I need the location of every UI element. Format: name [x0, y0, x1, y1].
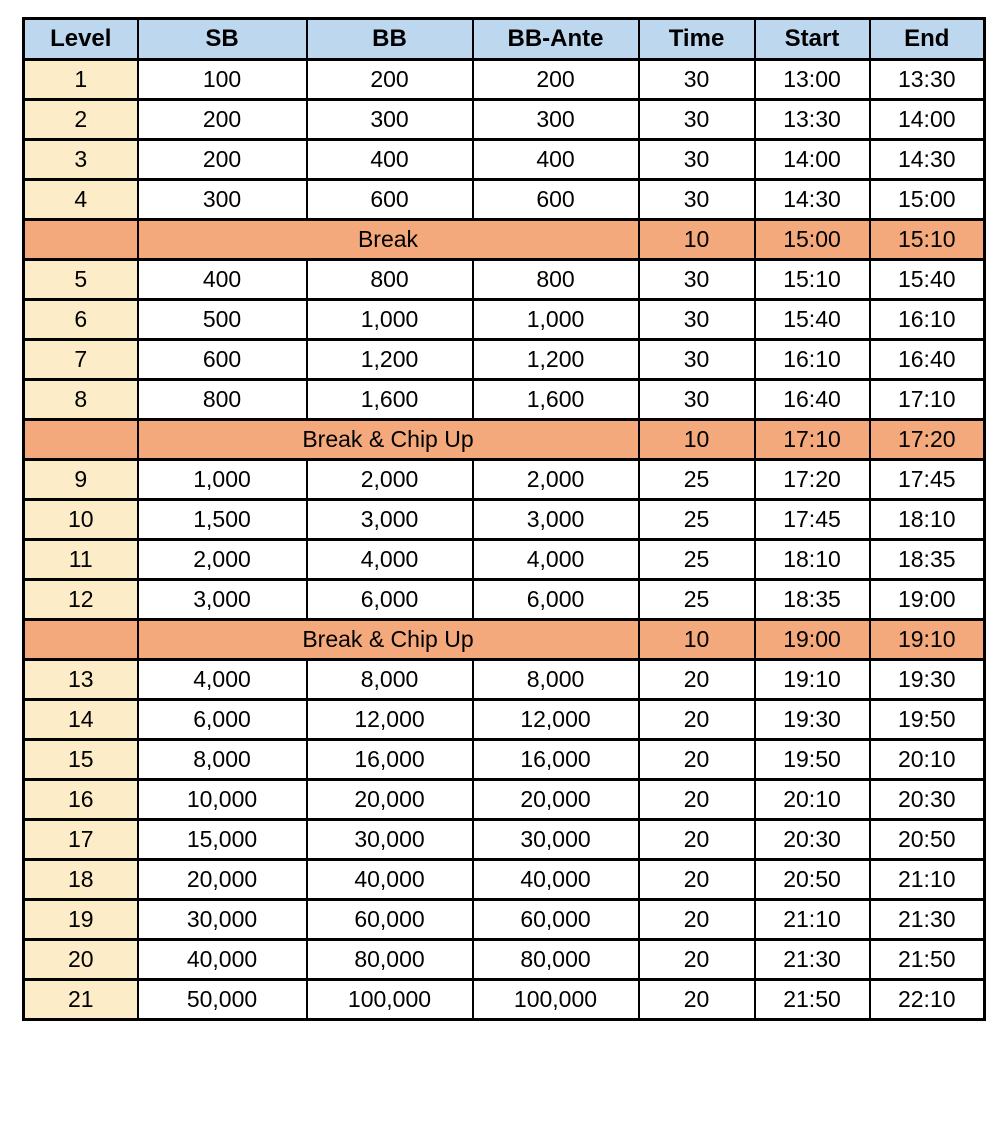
cell-start: 19:10 — [755, 660, 870, 700]
cell-start: 15:40 — [755, 300, 870, 340]
cell-level: 13 — [24, 660, 138, 700]
cell-level: 7 — [24, 340, 138, 380]
cell-level: 4 — [24, 180, 138, 220]
level-row — [24, 60, 985, 100]
cell-bb-ante: 1,000 — [473, 300, 639, 340]
cell-end: 13:30 — [870, 60, 985, 100]
cell-sb: 300 — [138, 180, 307, 220]
column-header-time: Time — [639, 19, 755, 60]
cell-time: 30 — [639, 180, 755, 220]
level-row — [24, 900, 985, 940]
table-header — [24, 19, 985, 60]
cell-bb-ante: 12,000 — [473, 700, 639, 740]
level-row — [24, 820, 985, 860]
cell-bb: 1,200 — [307, 340, 473, 380]
cell-break-level-spacer — [24, 420, 138, 460]
cell-bb: 4,000 — [307, 540, 473, 580]
cell-bb: 20,000 — [307, 780, 473, 820]
cell-level: 19 — [24, 900, 138, 940]
cell-start: 21:10 — [755, 900, 870, 940]
cell-sb: 30,000 — [138, 900, 307, 940]
cell-sb: 50,000 — [138, 980, 307, 1020]
cell-break-label: Break & Chip Up — [138, 620, 639, 660]
cell-bb-ante: 600 — [473, 180, 639, 220]
cell-break-level-spacer — [24, 620, 138, 660]
cell-start: 21:50 — [755, 980, 870, 1020]
cell-sb: 10,000 — [138, 780, 307, 820]
column-header-level: Level — [24, 19, 138, 60]
cell-start: 20:50 — [755, 860, 870, 900]
cell-end: 18:35 — [870, 540, 985, 580]
level-row — [24, 980, 985, 1020]
cell-level: 20 — [24, 940, 138, 980]
cell-start: 16:40 — [755, 380, 870, 420]
cell-time: 10 — [639, 420, 755, 460]
level-row — [24, 460, 985, 500]
cell-time: 30 — [639, 260, 755, 300]
cell-bb: 80,000 — [307, 940, 473, 980]
cell-end: 19:30 — [870, 660, 985, 700]
cell-time: 20 — [639, 900, 755, 940]
cell-bb-ante: 80,000 — [473, 940, 639, 980]
cell-bb-ante: 20,000 — [473, 780, 639, 820]
cell-sb: 1,500 — [138, 500, 307, 540]
cell-time: 10 — [639, 220, 755, 260]
cell-bb: 800 — [307, 260, 473, 300]
cell-level: 16 — [24, 780, 138, 820]
cell-start: 17:10 — [755, 420, 870, 460]
cell-end: 17:45 — [870, 460, 985, 500]
level-row — [24, 740, 985, 780]
cell-start: 20:30 — [755, 820, 870, 860]
cell-level: 15 — [24, 740, 138, 780]
cell-time: 20 — [639, 660, 755, 700]
cell-start: 14:00 — [755, 140, 870, 180]
cell-end: 20:10 — [870, 740, 985, 780]
cell-sb: 40,000 — [138, 940, 307, 980]
cell-time: 30 — [639, 300, 755, 340]
cell-end: 20:50 — [870, 820, 985, 860]
cell-level: 3 — [24, 140, 138, 180]
column-header-sb: SB — [138, 19, 307, 60]
cell-level: 21 — [24, 980, 138, 1020]
cell-bb: 400 — [307, 140, 473, 180]
cell-time: 30 — [639, 140, 755, 180]
cell-bb-ante: 800 — [473, 260, 639, 300]
level-row — [24, 700, 985, 740]
cell-start: 15:10 — [755, 260, 870, 300]
cell-time: 20 — [639, 820, 755, 860]
cell-level: 6 — [24, 300, 138, 340]
cell-start: 18:35 — [755, 580, 870, 620]
column-header-end: End — [870, 19, 985, 60]
cell-bb: 16,000 — [307, 740, 473, 780]
cell-level: 12 — [24, 580, 138, 620]
cell-level: 2 — [24, 100, 138, 140]
cell-bb: 12,000 — [307, 700, 473, 740]
cell-end: 19:00 — [870, 580, 985, 620]
cell-bb: 3,000 — [307, 500, 473, 540]
cell-end: 19:10 — [870, 620, 985, 660]
level-row — [24, 860, 985, 900]
cell-bb-ante: 4,000 — [473, 540, 639, 580]
cell-bb: 1,000 — [307, 300, 473, 340]
cell-time: 25 — [639, 540, 755, 580]
cell-level: 18 — [24, 860, 138, 900]
level-row — [24, 260, 985, 300]
cell-bb-ante: 2,000 — [473, 460, 639, 500]
cell-end: 21:30 — [870, 900, 985, 940]
cell-sb: 600 — [138, 340, 307, 380]
cell-break-label: Break — [138, 220, 639, 260]
cell-level: 8 — [24, 380, 138, 420]
level-row — [24, 780, 985, 820]
cell-time: 20 — [639, 940, 755, 980]
cell-start: 13:00 — [755, 60, 870, 100]
level-row — [24, 540, 985, 580]
cell-bb-ante: 60,000 — [473, 900, 639, 940]
cell-start: 18:10 — [755, 540, 870, 580]
cell-bb: 30,000 — [307, 820, 473, 860]
cell-bb: 2,000 — [307, 460, 473, 500]
cell-start: 19:50 — [755, 740, 870, 780]
header-row — [24, 19, 985, 60]
cell-sb: 3,000 — [138, 580, 307, 620]
cell-bb: 300 — [307, 100, 473, 140]
level-row — [24, 380, 985, 420]
cell-time: 30 — [639, 100, 755, 140]
cell-end: 15:10 — [870, 220, 985, 260]
cell-sb: 400 — [138, 260, 307, 300]
cell-end: 22:10 — [870, 980, 985, 1020]
cell-sb: 800 — [138, 380, 307, 420]
level-row — [24, 100, 985, 140]
level-row — [24, 940, 985, 980]
cell-time: 25 — [639, 500, 755, 540]
cell-end: 14:00 — [870, 100, 985, 140]
cell-time: 20 — [639, 740, 755, 780]
cell-time: 30 — [639, 380, 755, 420]
cell-time: 25 — [639, 460, 755, 500]
cell-start: 16:10 — [755, 340, 870, 380]
column-header-bb: BB — [307, 19, 473, 60]
cell-sb: 200 — [138, 140, 307, 180]
cell-end: 16:10 — [870, 300, 985, 340]
cell-bb: 100,000 — [307, 980, 473, 1020]
cell-bb-ante: 200 — [473, 60, 639, 100]
cell-start: 21:30 — [755, 940, 870, 980]
cell-end: 17:10 — [870, 380, 985, 420]
cell-sb: 200 — [138, 100, 307, 140]
cell-time: 30 — [639, 60, 755, 100]
level-row — [24, 580, 985, 620]
cell-level: 5 — [24, 260, 138, 300]
cell-bb-ante: 6,000 — [473, 580, 639, 620]
level-row — [24, 340, 985, 380]
break-row — [24, 220, 985, 260]
cell-bb-ante: 16,000 — [473, 740, 639, 780]
cell-sb: 6,000 — [138, 700, 307, 740]
cell-level: 14 — [24, 700, 138, 740]
blind-structure-table — [22, 17, 986, 1021]
cell-bb: 1,600 — [307, 380, 473, 420]
cell-end: 20:30 — [870, 780, 985, 820]
cell-end: 18:10 — [870, 500, 985, 540]
cell-sb: 1,000 — [138, 460, 307, 500]
cell-end: 14:30 — [870, 140, 985, 180]
cell-time: 20 — [639, 700, 755, 740]
cell-bb-ante: 30,000 — [473, 820, 639, 860]
cell-end: 15:40 — [870, 260, 985, 300]
cell-end: 16:40 — [870, 340, 985, 380]
cell-sb: 500 — [138, 300, 307, 340]
cell-bb: 600 — [307, 180, 473, 220]
cell-time: 30 — [639, 340, 755, 380]
cell-bb: 40,000 — [307, 860, 473, 900]
cell-level: 1 — [24, 60, 138, 100]
cell-sb: 4,000 — [138, 660, 307, 700]
cell-level: 17 — [24, 820, 138, 860]
break-row — [24, 620, 985, 660]
cell-start: 19:30 — [755, 700, 870, 740]
cell-sb: 8,000 — [138, 740, 307, 780]
cell-bb-ante: 3,000 — [473, 500, 639, 540]
level-row — [24, 140, 985, 180]
cell-level: 10 — [24, 500, 138, 540]
level-row — [24, 300, 985, 340]
cell-bb: 200 — [307, 60, 473, 100]
cell-end: 21:10 — [870, 860, 985, 900]
cell-bb-ante: 8,000 — [473, 660, 639, 700]
cell-sb: 15,000 — [138, 820, 307, 860]
cell-start: 13:30 — [755, 100, 870, 140]
cell-level: 9 — [24, 460, 138, 500]
cell-bb-ante: 1,600 — [473, 380, 639, 420]
cell-time: 25 — [639, 580, 755, 620]
cell-bb-ante: 400 — [473, 140, 639, 180]
cell-bb: 8,000 — [307, 660, 473, 700]
cell-level: 11 — [24, 540, 138, 580]
break-row — [24, 420, 985, 460]
column-header-start: Start — [755, 19, 870, 60]
cell-bb-ante: 1,200 — [473, 340, 639, 380]
cell-sb: 2,000 — [138, 540, 307, 580]
cell-time: 20 — [639, 980, 755, 1020]
level-row — [24, 180, 985, 220]
cell-time: 20 — [639, 780, 755, 820]
cell-bb-ante: 300 — [473, 100, 639, 140]
cell-sb: 20,000 — [138, 860, 307, 900]
cell-start: 20:10 — [755, 780, 870, 820]
cell-break-label: Break & Chip Up — [138, 420, 639, 460]
table-body — [24, 60, 985, 1020]
cell-end: 17:20 — [870, 420, 985, 460]
cell-time: 20 — [639, 860, 755, 900]
cell-start: 17:20 — [755, 460, 870, 500]
cell-start: 19:00 — [755, 620, 870, 660]
cell-bb: 6,000 — [307, 580, 473, 620]
column-header-bb-ante: BB-Ante — [473, 19, 639, 60]
cell-break-level-spacer — [24, 220, 138, 260]
level-row — [24, 500, 985, 540]
cell-bb-ante: 100,000 — [473, 980, 639, 1020]
cell-start: 14:30 — [755, 180, 870, 220]
cell-time: 10 — [639, 620, 755, 660]
cell-start: 17:45 — [755, 500, 870, 540]
cell-bb: 60,000 — [307, 900, 473, 940]
level-row — [24, 660, 985, 700]
cell-sb: 100 — [138, 60, 307, 100]
cell-end: 19:50 — [870, 700, 985, 740]
cell-end: 21:50 — [870, 940, 985, 980]
cell-start: 15:00 — [755, 220, 870, 260]
cell-end: 15:00 — [870, 180, 985, 220]
cell-bb-ante: 40,000 — [473, 860, 639, 900]
